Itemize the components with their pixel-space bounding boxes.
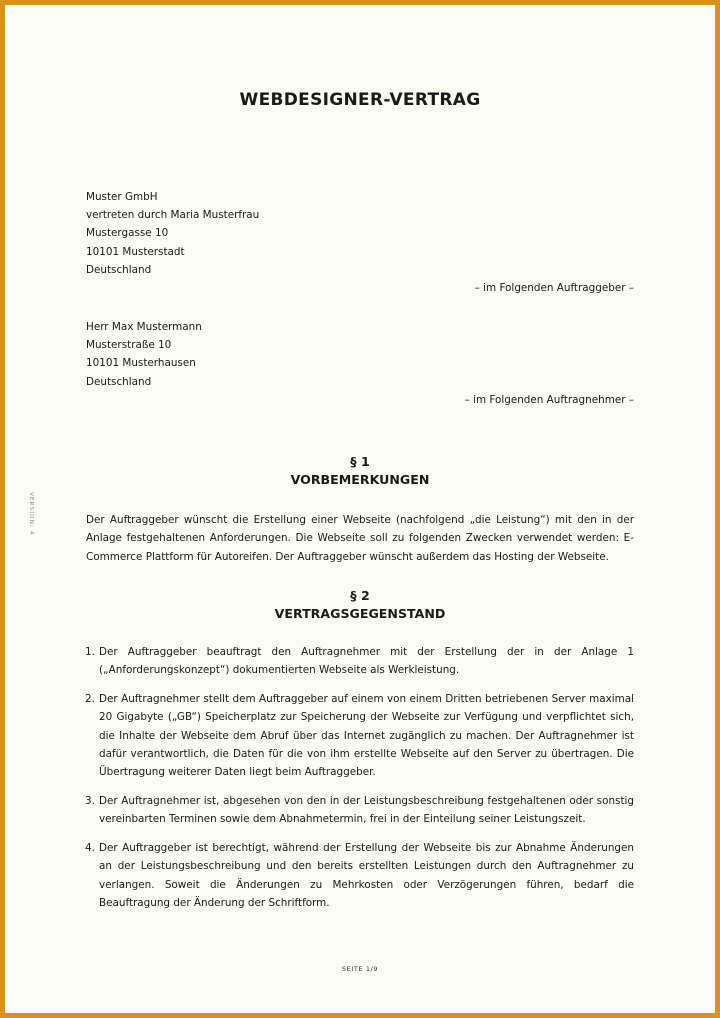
client-address-line: Muster GmbH bbox=[86, 191, 158, 203]
client-role: – im Folgenden Auftraggeber – bbox=[474, 282, 634, 294]
section-1-heading bbox=[5, 453, 715, 489]
section-1-paragraph: Der Auftraggeber wünscht die Erstellung einer Webseite (nachfolgend „die Leistung“) mit den in der Anlage festgehaltenen Anforderungen. Die Webseite soll zu folgenden Zwecken verwendet werden: E-Commerce Plattform für Autoreifen. Der Auftraggeber wünscht außerdem das Hosting der Webseite. bbox=[86, 514, 634, 563]
section-2-heading bbox=[5, 587, 715, 623]
list-item bbox=[85, 839, 634, 912]
section-title: VORBEMERKUNGEN bbox=[290, 472, 430, 487]
list-item-text: Der Auftraggeber beauftragt den Auftragnehmer mit der Erstellung der in der Anlage 1 („Anforderungskonzept“) dokumentierten Webseite als Werkleistung. bbox=[99, 646, 634, 677]
list-item bbox=[85, 792, 634, 829]
section-title: VERTRAGSGEGENSTAND bbox=[274, 606, 446, 621]
list-item-number: 3. bbox=[85, 795, 95, 807]
list-item bbox=[85, 643, 634, 680]
contractor-address-line: 10101 Musterhausen bbox=[86, 357, 196, 370]
contractor-role: – im Folgenden Auftragnehmer – bbox=[464, 394, 634, 406]
client-address-line: Mustergasse 10 bbox=[86, 227, 169, 240]
contractor-address-line: Deutschland bbox=[86, 375, 152, 388]
section-number: § 1 bbox=[350, 454, 370, 469]
list-item-text: Der Auftraggeber ist berechtigt, während der Erstellung der Webseite bis zur Abnahme Änderungen an der Leistungsbeschreibung und den bereits erstellten Leistungen durch den Auftragnehmer zu verlangen. Soweit die Änderungen zu Mehrkosten oder Verzögerungen führen, bedarf die Beauftragung der Änderung der Schriftform. bbox=[99, 842, 634, 909]
list-item-text: Der Auftragnehmer stellt dem Auftraggeber auf einem von einem Dritten betriebenen Server maximal 20 Gigabyte („GB“) Speicherplatz zur Speicherung der Webseite zur Verfügung und verpflichtet sich, die Inhalte der Webseite dem Abruf über das Internet zugänglich zu machen. Der Auftragnehmer ist dafür verantwortlich, die Daten für die von ihm erstellte Webseite auf den Server zu übertragen. Die Übertragung weiterer Daten liegt beim Auftraggeber. bbox=[99, 693, 634, 779]
client-address-line: Deutschland bbox=[86, 263, 152, 276]
section-number: § 2 bbox=[350, 588, 370, 603]
list-item-number: 2. bbox=[85, 693, 95, 705]
client-address bbox=[86, 188, 259, 279]
list-item-number: 1. bbox=[85, 646, 95, 658]
document-title: WEBDESIGNER-VERTRAG bbox=[239, 90, 481, 110]
list-item bbox=[85, 690, 634, 781]
contractor-address-line: Herr Max Mustermann bbox=[86, 321, 202, 333]
list-item-number: 4. bbox=[85, 842, 95, 854]
page-footer: SEITE 1/9 bbox=[341, 965, 379, 973]
contractor-address-line: Musterstraße 10 bbox=[86, 339, 172, 352]
document-page bbox=[5, 5, 715, 1013]
contractor-address bbox=[86, 318, 202, 391]
list-item-text: Der Auftragnehmer ist, abgesehen von den in der Leistungsbeschreibung festgehaltenen oder sonstig vereinbarten Terminen sowie dem Abnahmetermin, frei in der Einteilung seiner Leistungszeit. bbox=[99, 795, 634, 826]
client-address-line: vertreten durch Maria Musterfrau bbox=[86, 209, 260, 222]
version-label: VERSION: 4 bbox=[28, 492, 34, 536]
client-address-line: 10101 Musterstadt bbox=[86, 245, 185, 258]
